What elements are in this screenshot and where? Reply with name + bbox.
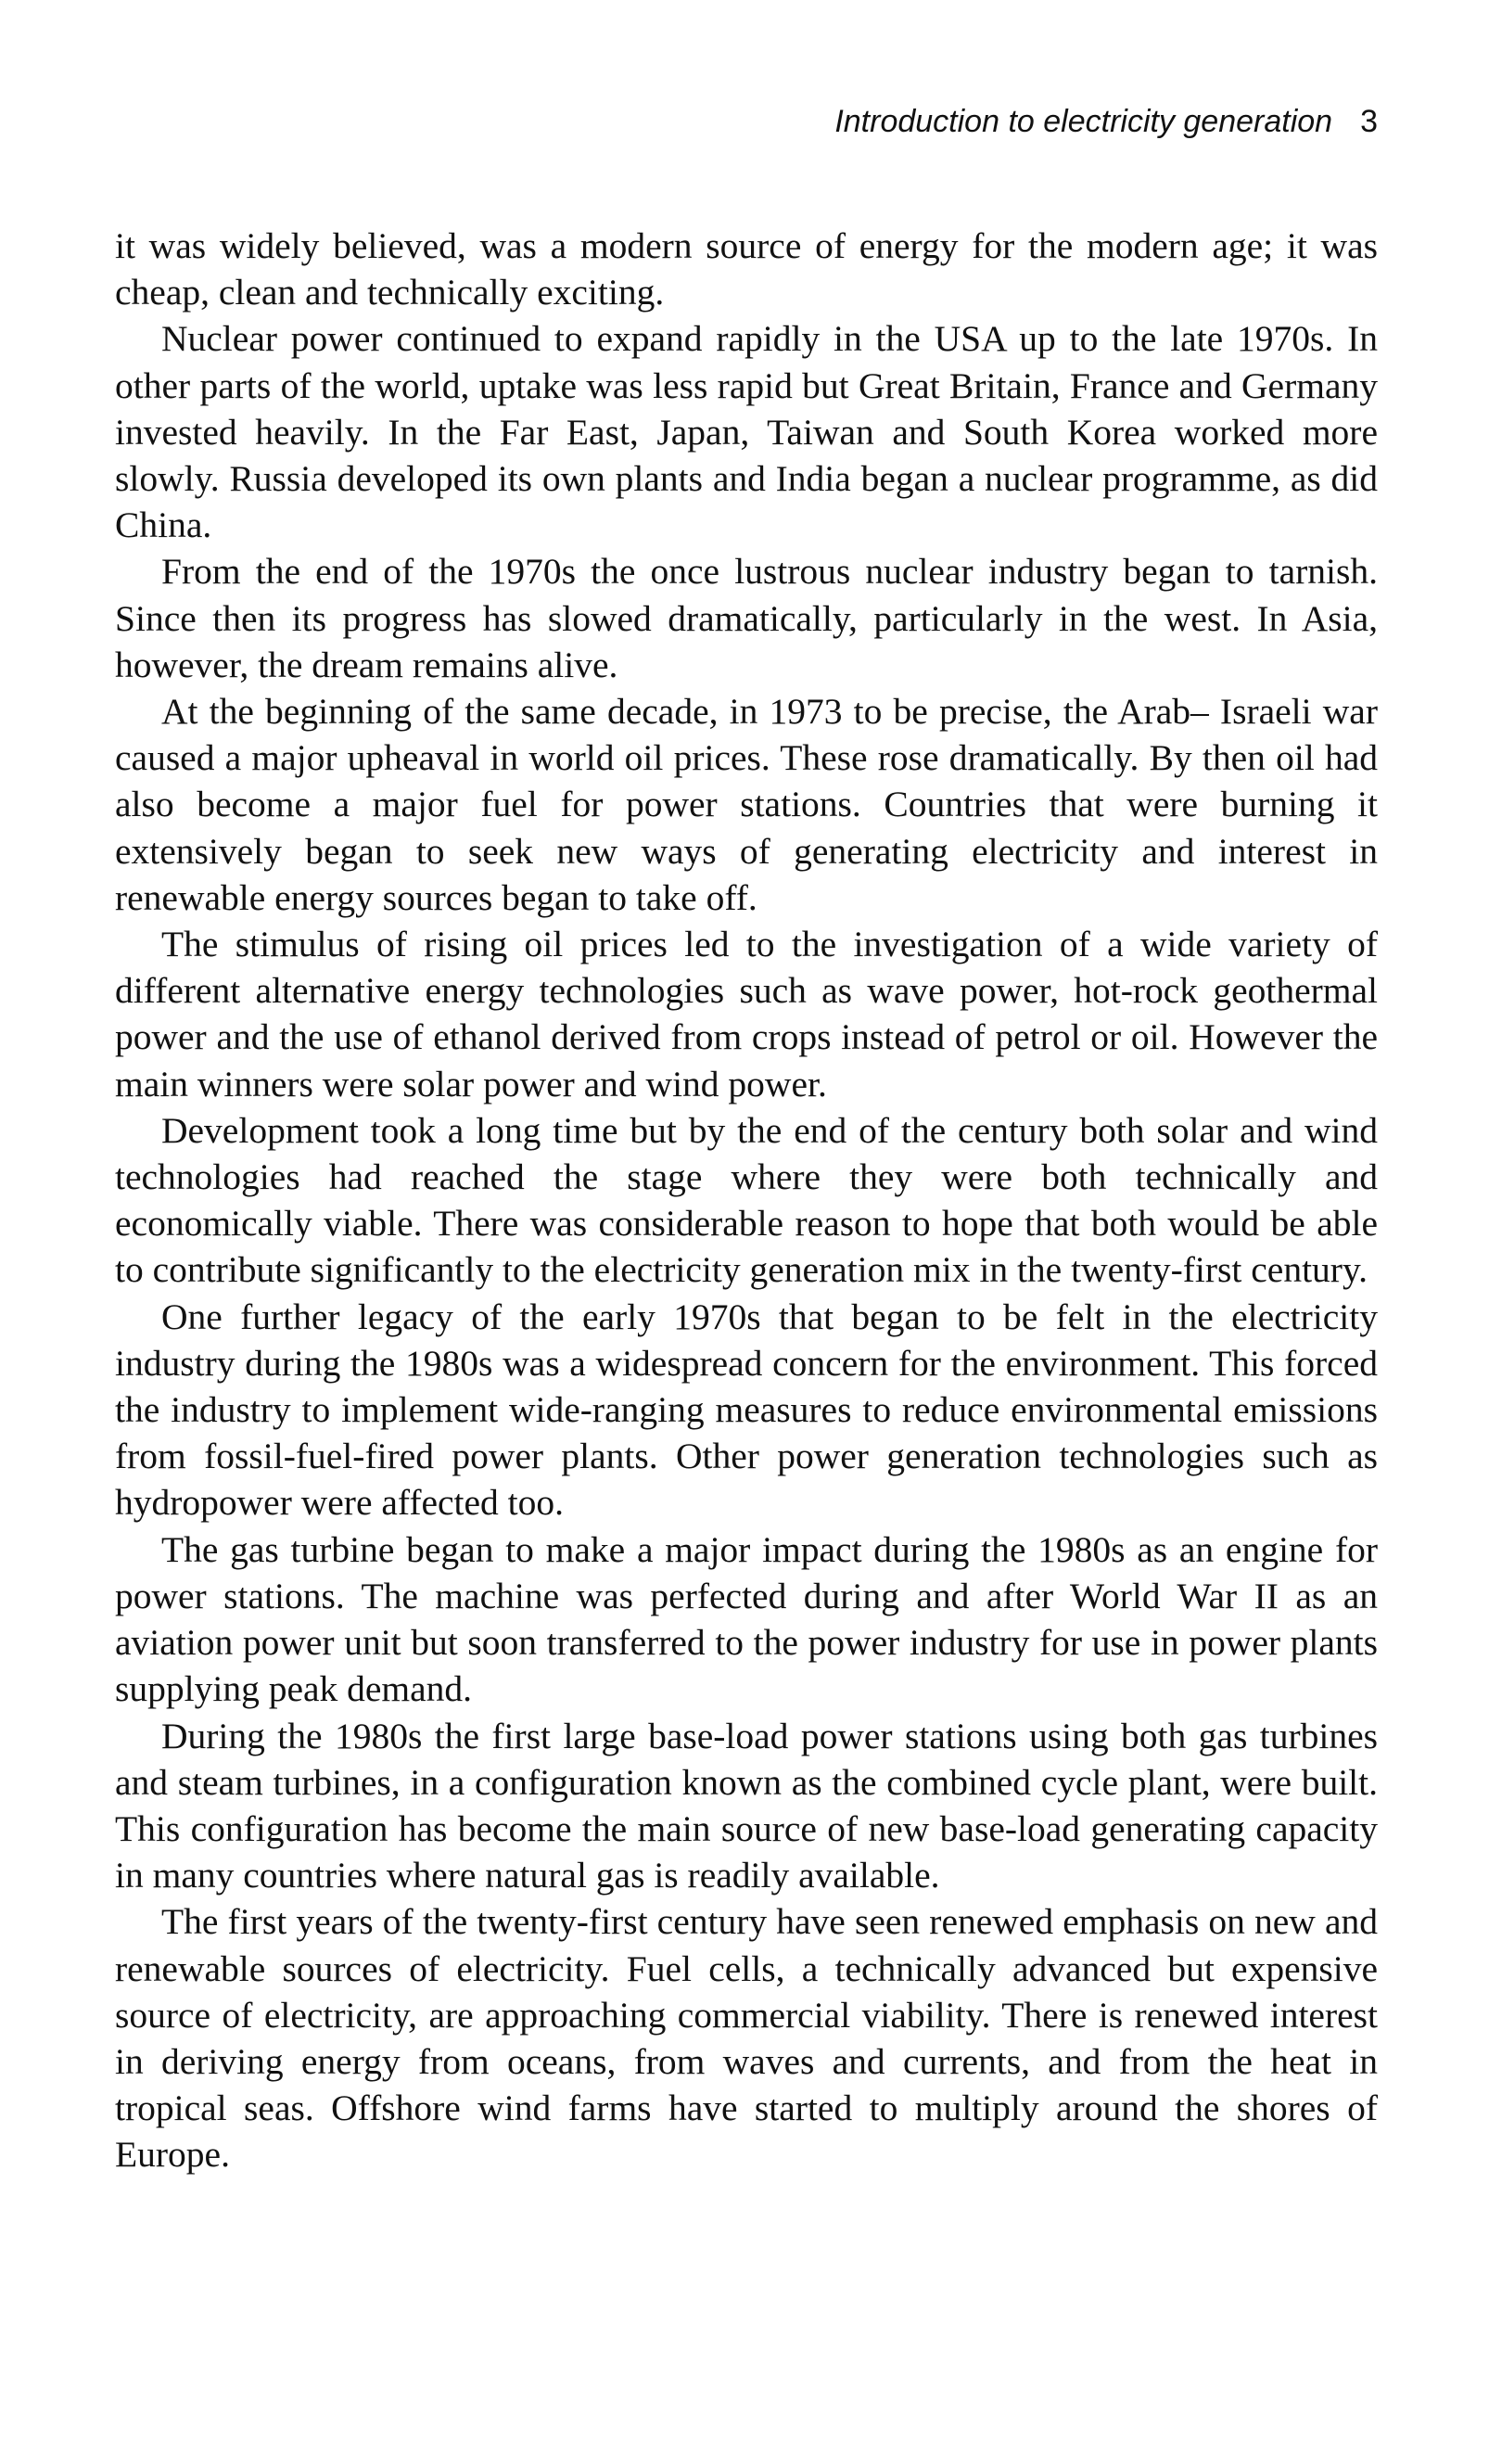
paragraph-nuclear-expansion: Nuclear power continued to expand rapidly in the USA up to the late 1970s. In other parts of the world, uptake was less rapid but Great Britain, France and Germany invested heavily. In the Far East, Japan, Taiwan and South Korea worked more slowly. Russia developed its own plants and India began a nuclear programme, as did China. bbox=[115, 318, 1378, 546]
paragraph-environment: One further legacy of the early 1970s that began to be felt in the electricity industry during the 1980s was a widespread concern for the environment. This forced the industry to implement wide-ranging measures to reduce environmental emissions from fossil-fuel-fired power plants. Other power generation technologies such as hydropower were affected too. bbox=[115, 1296, 1378, 1524]
body-text bbox=[115, 223, 1378, 2178]
paragraph-nuclear-decline: From the end of the 1970s the once lustrous nuclear industry began to tarnish. Since then its progress has slowed dramatically, particularly in the west. In Asia, however, the dream remains alive. bbox=[115, 551, 1378, 685]
running-header bbox=[834, 104, 1378, 140]
paragraph-gas-turbine: The gas turbine began to make a major impact during the 1980s as an engine for power stations. The machine was perfected during and after World War II as an aviation power unit but soon transferred to the power industry for use in power plants supplying peak demand. bbox=[115, 1528, 1378, 1710]
paragraph-continued: it was widely believed, was a modern source of energy for the modern age; it was cheap, clean and technically exciting. bbox=[115, 225, 1378, 313]
paragraph-alternative-energy: The stimulus of rising oil prices led to the investigation of a wide variety of different alternative energy technologies such as wave power, hot-rock geothermal power and the use of ethanol derived from crops instead of petrol or oil. However the main winners were solar power and wind power. bbox=[115, 924, 1378, 1104]
paragraph-combined-cycle: During the 1980s the first large base-load power stations using both gas turbines and steam turbines, in a configuration known as the combined cycle plant, were built. This configuration has become the main source of new base-load generating capacity in many countries where natural gas is readily available. bbox=[115, 1715, 1378, 1896]
paragraph-oil-crisis: At the beginning of the same decade, in 1973 to be precise, the Arab– Israeli war caused a major upheaval in world oil prices. These rose dramatically. By then oil had also become a major fuel for power stations. Countries that were burning it extensively began to seek new ways of generating electricity and interest in renewable energy sources began to take off. bbox=[115, 691, 1378, 918]
paragraph-twenty-first-century: The first years of the twenty-first century have seen renewed emphasis on new and renewable sources of electricity. Fuel cells, a technically advanced but expensive source of electricity, are approaching commercial viability. There is renewed interest in deriving energy from oceans, from waves and currents, and from the heat in tropical seas. Offshore wind farms have started to multiply around the shores of Europe. bbox=[115, 1901, 1378, 2176]
page-number: 3 bbox=[1360, 104, 1378, 139]
running-title: Introduction to electricity generation bbox=[834, 104, 1333, 139]
paragraph-solar-wind: Development took a long time but by the end of the century both solar and wind technologies had reached the stage where they were both technically and economically viable. There was considerable reason to hope that both would be able to contribute significantly to the electricity generation mix in the twenty-first century. bbox=[115, 1109, 1378, 1291]
